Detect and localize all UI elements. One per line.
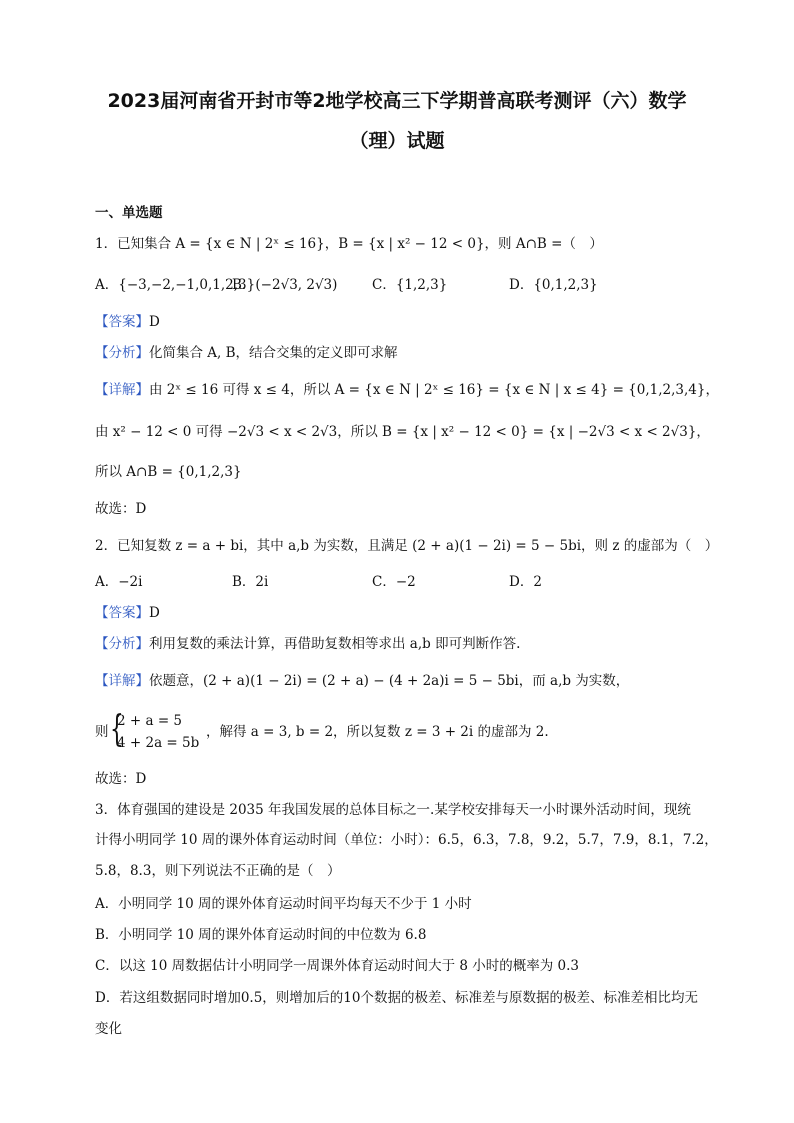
q2-option-b: B．2i — [232, 574, 269, 590]
q3-option-a: A．小明同学 10 周的课外体育运动时间平均每天不少于 1 小时 — [95, 896, 472, 912]
detail-text: 依题意，(2 + a)(1 − 2i) = (2 + a) − (4 + 2a)i = 5 − 5bi，而 a,b 为实数， — [149, 673, 630, 689]
q2-option-d: D．2 — [509, 574, 542, 590]
q1-analysis — [95, 343, 398, 363]
system-brace-icon: { — [110, 709, 124, 750]
q1-detail-line1 — [95, 380, 719, 400]
q1-detail-line3: 所以 A∩B = {0,1,2,3} — [95, 464, 242, 480]
section-heading: 一、单选题 — [95, 205, 163, 221]
q3-option-d-line1: D．若这组数据同时增加0.5，则增加后的10个数据的极差、标准差与原数据的极差、标准差相比均无 — [95, 990, 698, 1006]
q1-option-d: D．{0,1,2,3} — [509, 277, 598, 293]
q3-option-b: B．小明同学 10 周的课外体育运动时间的中位数为 6.8 — [95, 927, 427, 943]
q3-stem-line2: 计得小明同学 10 周的课外体育运动时间（单位：小时）：6.5，6.3，7.8，9.2，5.7，7.9，8.1，7.2， — [95, 832, 718, 848]
detail-tag: 【详解】 — [95, 673, 149, 689]
q2-option-c: C．−2 — [372, 574, 416, 590]
q2-detail-line2: ，解得 a = 3, b = 2，所以复数 z = 3 + 2i 的虚部为 2. — [206, 724, 549, 740]
q2-answer — [95, 603, 160, 623]
analysis-tag: 【分析】 — [95, 636, 149, 652]
q2-option-a: A．−2i — [95, 574, 143, 590]
q2-system-eq2: 4 + 2a = 5b — [117, 735, 200, 751]
answer-value: D — [149, 314, 160, 330]
q2-detail-line1 — [95, 671, 629, 691]
analysis-tag: 【分析】 — [95, 345, 149, 361]
q2-choice: 故选：D — [95, 771, 147, 787]
q1-answer — [95, 312, 160, 332]
q2-then-label: 则 — [95, 724, 109, 740]
analysis-text: 化简集合 A, B，结合交集的定义即可求解 — [149, 345, 398, 361]
q3-stem-line3: 5.8，8.3，则下列说法不正确的是（ ） — [95, 863, 341, 879]
document-title-line2: （理）试题 — [349, 130, 445, 152]
answer-tag: 【答案】 — [95, 605, 149, 621]
q3-option-c: C．以这 10 周数据估计小明同学一周课外体育运动时间大于 8 小时的概率为 0.3 — [95, 958, 580, 974]
q1-option-c: C．{1,2,3} — [372, 277, 448, 293]
q1-stem: 1．已知集合 A = {x ∈ N | 2ˣ ≤ 16}，B = {x | x² − 12 < 0}，则 A∩B =（ ） — [95, 236, 603, 252]
q2-system-eq1: 2 + a = 5 — [117, 713, 183, 729]
answer-tag: 【答案】 — [95, 314, 149, 330]
q1-detail-line2: 由 x² − 12 < 0 可得 −2√3 < x < 2√3，所以 B = {x | x² − 12 < 0} = {x | −2√3 < x < 2√3}， — [95, 424, 710, 440]
analysis-text: 利用复数的乘法计算，再借助复数相等求出 a,b 即可判断作答. — [149, 636, 521, 652]
q1-option-a: A．{−3,−2,−1,0,1,2,3} — [95, 277, 256, 293]
detail-tag: 【详解】 — [95, 382, 149, 398]
q3-option-d-line2: 变化 — [95, 1021, 122, 1037]
q1-choice: 故选：D — [95, 501, 147, 517]
q3-stem-line1: 3．体育强国的建设是 2035 年我国发展的总体目标之一.某学校安排每天一小时课外活动时间，现统 — [95, 802, 691, 818]
document-title-line1: 2023届河南省开封市等2地学校高三下学期普高联考测评（六）数学 — [107, 90, 687, 112]
detail-text: 由 2ˣ ≤ 16 可得 x ≤ 4，所以 A = {x ∈ N | 2ˣ ≤ 16} = {x ∈ N | x ≤ 4} = {0,1,2,3,4}， — [149, 382, 719, 398]
q2-stem: 2．已知复数 z = a + bi，其中 a,b 为实数，且满足 (2 + a)(1 − 2i) = 5 − 5bi，则 z 的虚部为（ ） — [95, 538, 719, 554]
q1-option-b: B．(−2√3, 2√3) — [232, 277, 338, 293]
q2-analysis — [95, 634, 520, 654]
answer-value: D — [149, 605, 160, 621]
